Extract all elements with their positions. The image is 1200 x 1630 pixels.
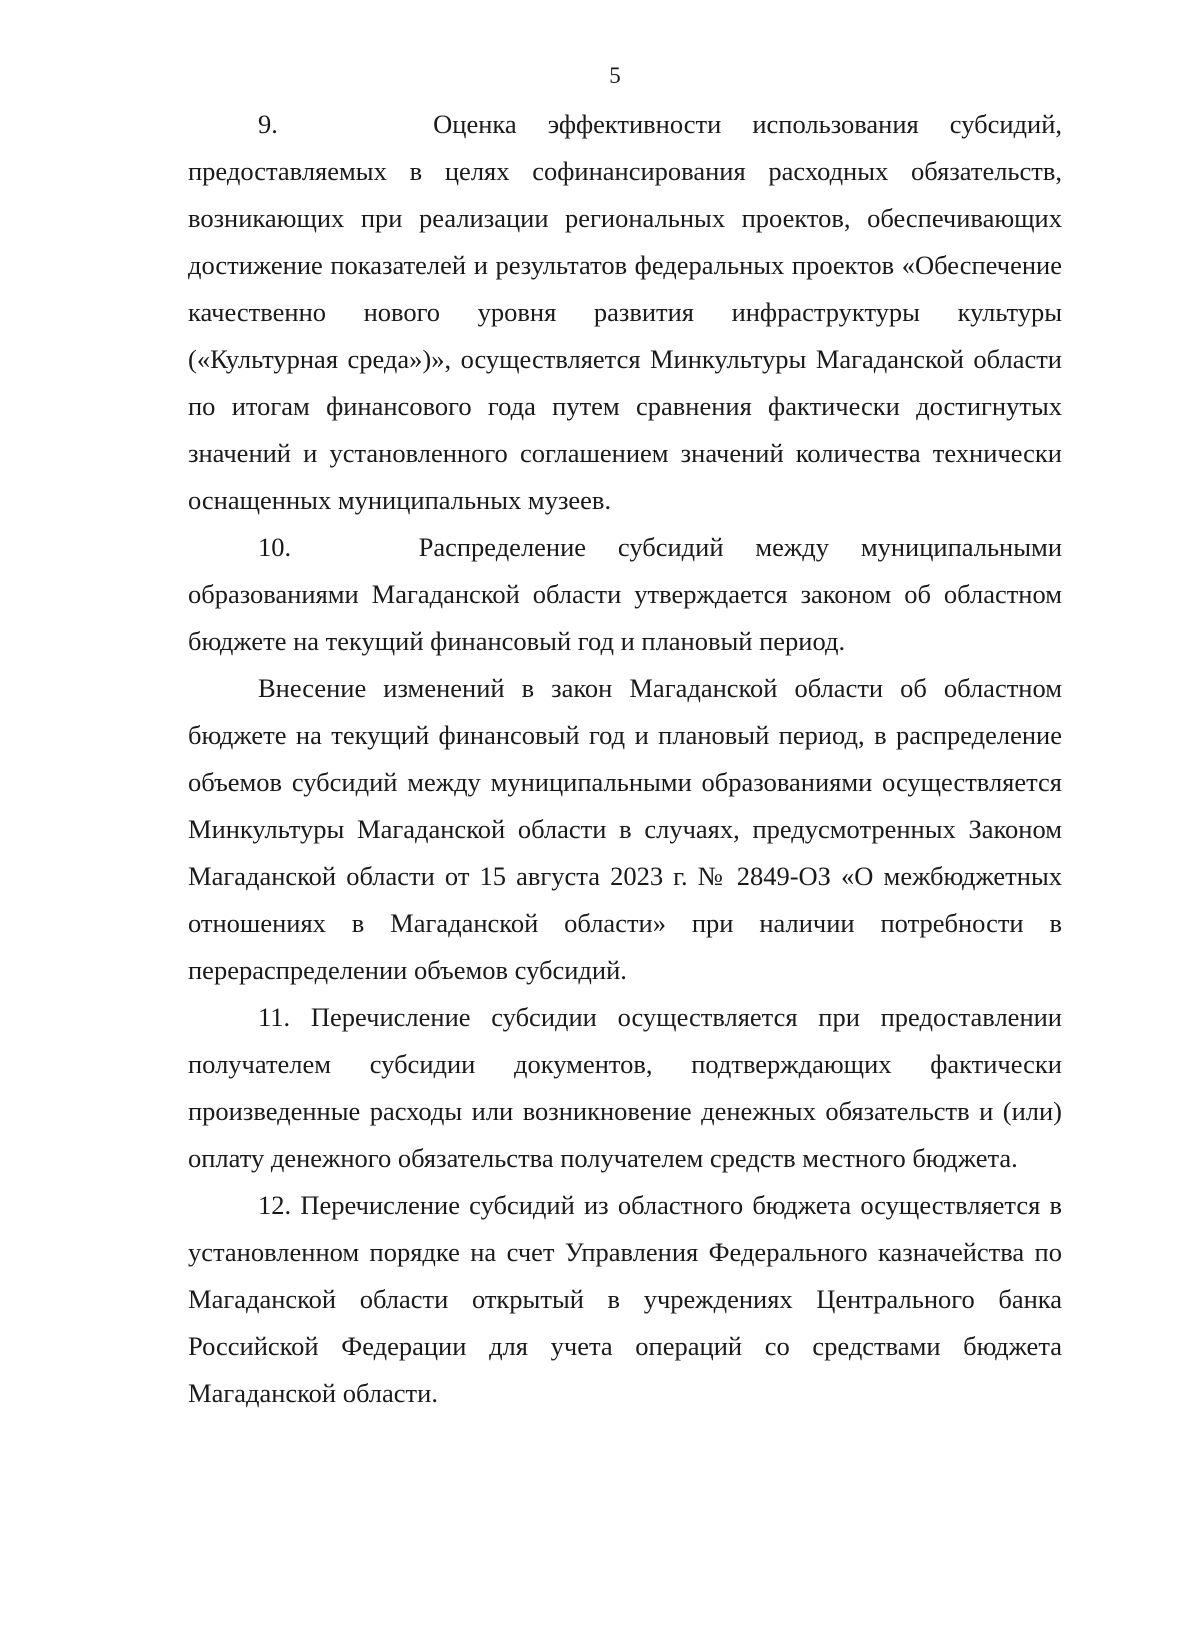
- document-body: [188, 101, 1062, 1417]
- paragraph-amendments: Внесение изменений в закон Магаданской области об областном бюджете на текущий финансовый год и плановый период, в распределение объемов субсидий между муниципальными образованиями осуществляется Минкультуры Магаданской области в случаях, предусмотренных Законом Магаданской области от 15 августа 2023 г. № 2849-ОЗ «О межбюджетных отношениях в Магаданской области» при наличии потребности в перераспределении объемов субсидий.: [188, 673, 1062, 985]
- page-number: 5: [609, 63, 621, 88]
- paragraph-12: 12. Перечисление субсидий из областного бюджета осуществляется в установленном порядке на счет Управления Федерального казначейства по Магаданской области открытый в учреждениях Центрального банка Российской Федерации для учета операций со средствами бюджета Магаданской области.: [188, 1190, 1062, 1408]
- paragraph-11: 11. Перечисление субсидии осуществляется при предоставлении получателем субсидии документов, подтверждающих фактически произведенные расходы или возникновение денежных обязательств и (или) оплату денежного обязательства получателем средств местного бюджета.: [188, 1002, 1062, 1173]
- paragraph-9: 9. Оценка эффективности использования субсидий, предоставляемых в целях софинансирования расходных обязательств, возникающих при реализации региональных проектов, обеспечивающих достижение показателей и результатов федеральных проектов «Обеспечение качественно нового уровня развития инфраструктуры культуры («Культурная среда»)», осуществляется Минкультуры Магаданской области по итогам финансового года путем сравнения фактически достигнутых значений и установленного соглашением значений количества технически оснащенных муниципальных музеев.: [188, 109, 1062, 515]
- paragraph-10: 10. Распределение субсидий между муниципальными образованиями Магаданской области утверждается законом об областном бюджете на текущий финансовый год и плановый период.: [188, 532, 1062, 656]
